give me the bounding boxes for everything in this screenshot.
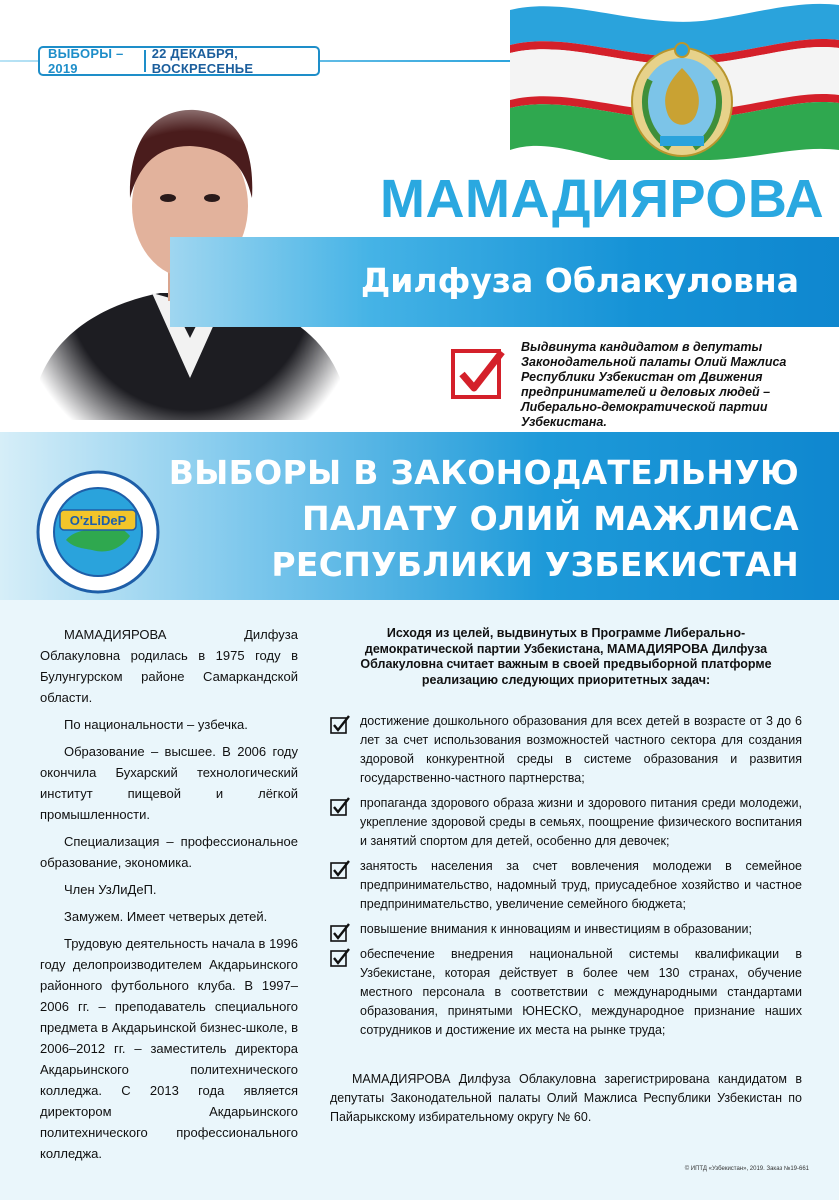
task-text: обеспечение внедрения национальной системы квалификации в Узбекистане, которая действует в более чем 130 странах, обучение местного персонала в соответствии с международными стандартами образования, принятыми ЮНЕСКО, международное признание наших сотрудников и достижение их места на рынке труда; xyxy=(360,947,802,1037)
checkbox-icon xyxy=(330,715,350,735)
registration-note: МАМАДИЯРОВА Дилфуза Облакуловна зарегистрирована кандидатом в депутаты Законодательной палаты Олий Мажлиса Республики Узбекистан по Пайарыкскому избирательному округу № 60. xyxy=(330,1072,802,1124)
biography-column xyxy=(40,624,298,1170)
name-band xyxy=(170,237,839,327)
title-line-2: ПАЛАТУ ОЛИЙ МАЖЛИСА xyxy=(302,499,799,538)
bio-paragraph: По национальности – узбечка. xyxy=(64,717,248,732)
task-item xyxy=(330,920,802,939)
title-line-1: ВЫБОРЫ В ЗАКОНОДАТЕЛЬНУЮ xyxy=(168,453,799,492)
election-date-tag xyxy=(38,46,320,76)
checkmark-icon xyxy=(450,346,506,402)
checkbox-icon xyxy=(330,948,350,968)
checkbox-icon xyxy=(330,860,350,880)
candidate-given-name: Дилфуза Облакуловна xyxy=(360,261,799,300)
bio-paragraph: Замужем. Имеет четверых детей. xyxy=(64,909,268,924)
checkbox-icon xyxy=(330,797,350,817)
bio-paragraph: Специализация – профессиональное образование, экономика. xyxy=(40,834,298,870)
bio-paragraph: Член УзЛиДеП. xyxy=(64,882,157,897)
task-item xyxy=(330,712,802,788)
election-title xyxy=(159,450,799,588)
program-intro: Исходя из целей, выдвинутых в Программе Либерально-демократической партии Узбекистана, МАМАДИЯРОВА Дилфуза Облакуловна считает важным в своей предвыборной платформе реализацию следующих приоритетных задач: xyxy=(360,626,772,687)
task-item xyxy=(330,857,802,914)
task-list xyxy=(330,712,802,1046)
bio-paragraph: Трудовую деятельность начала в 1996 году делопроизводителем Акдарьинского районного футбольного клуба. В 1997–2006 гг. – преподаватель специального предмета в Акдарьинской бизнес-школе, в 2006–2012 гг. – заместитель директора Акдарьинского политехнического колледжа. С 2013 года является директором Акдарьинского политехнического профессионального колледжа. xyxy=(40,936,298,1161)
party-logo-icon xyxy=(36,470,160,594)
election-date: 22 ДЕКАБРЯ, ВОСКРЕСЕНЬЕ xyxy=(151,46,254,76)
candidate-surname: МАМАДИЯРОВА xyxy=(380,169,825,229)
print-imprint: © ИПТД «Узбекистан», 2019. Заказ №19-661 xyxy=(684,1166,809,1172)
bio-paragraph: МАМАДИЯРОВА Дилфуза Облакуловна родилась в 1975 году в Булунгурском районе Самаркандской области. xyxy=(40,627,298,705)
party-logo-center-text: O'zLiDeP xyxy=(69,513,127,528)
nomination-text: Выдвинута кандидатом в депутаты Законодательной палаты Олий Мажлиса Республики Узбекистан от Движения предпринимателей и деловых людей – Либерально-демократической партии Узбекистана. xyxy=(521,340,787,429)
election-label: ВЫБОРЫ – 2019 xyxy=(48,46,124,76)
title-line-3: РЕСПУБЛИКИ УЗБЕКИСТАН xyxy=(271,545,799,584)
bio-paragraph: Образование – высшее. В 2006 году окончила Бухарский технологический институт пищевой и лёгкой промышленности. xyxy=(40,744,298,822)
task-text: повышение внимания к инновациям и инвестициям в образовании; xyxy=(360,922,752,936)
task-text: достижение дошкольного образования для всех детей в возрасте от 3 до 6 лет за счет использования возможностей частного сектора для создания здоровой конкурентной среды в системе образования и развития государственно-частного партнерства; xyxy=(360,714,802,785)
task-item xyxy=(330,945,802,1040)
task-text: пропаганда здорового образа жизни и здорового питания среди молодежи, укрепление здоровой среды в семьях, поощрение физического воспитания и занятий спортом для детей, особенно для девочек; xyxy=(360,796,802,848)
checkbox-icon xyxy=(330,923,350,943)
state-emblem-icon xyxy=(630,40,735,158)
task-item xyxy=(330,794,802,851)
task-text: занятость населения за счет вовлечения молодежи в семейное предпринимательство, надомный труд, приусадебное хозяйство и частное предпринимательство, увеличение семейного бюджета; xyxy=(360,859,802,911)
